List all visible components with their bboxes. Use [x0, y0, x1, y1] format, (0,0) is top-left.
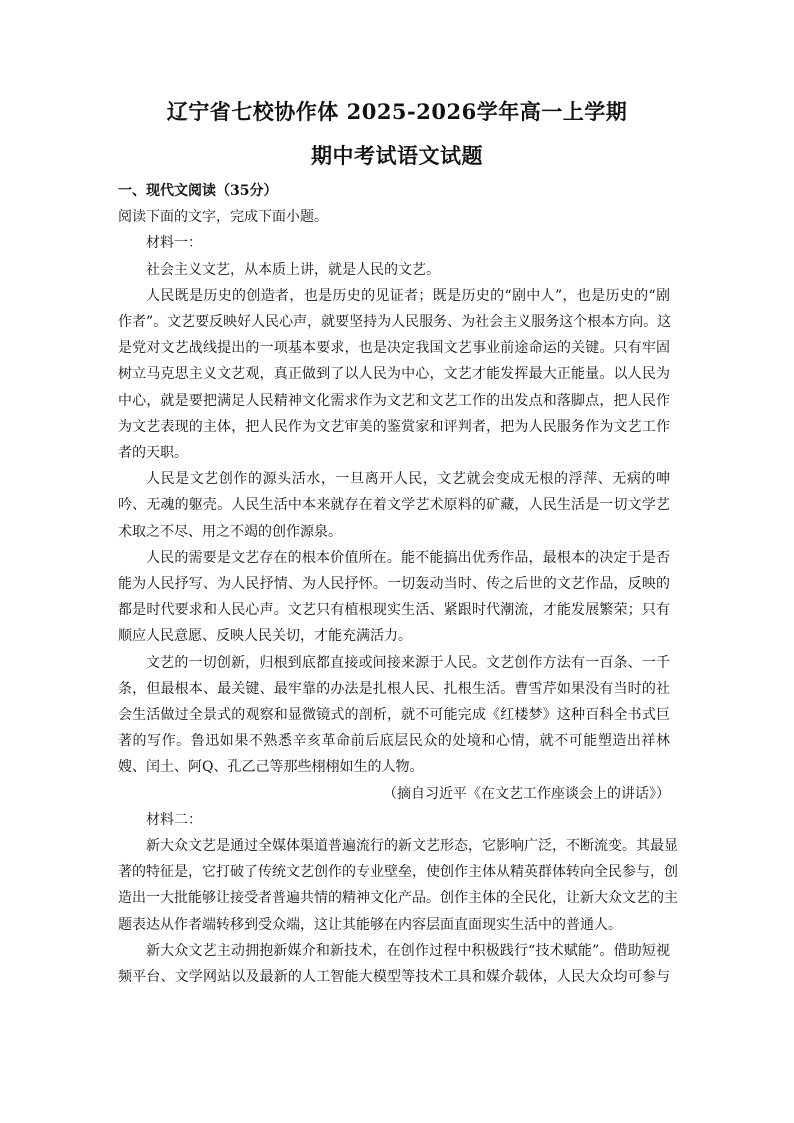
paragraph-line: 嫂、闰土、阿Q、孔乙己等那些栩栩如生的人物。 [118, 759, 424, 776]
exam-content [118, 178, 678, 990]
material1-body [118, 257, 670, 781]
exam-title-line1: 辽宁省七校协作体 2025-2026学年高一上学期 [166, 99, 628, 124]
paragraph-line: 人民是文艺创作的源头活水，一旦离开人民，文艺就会变成无根的浮萍、无病的呻 [146, 471, 670, 488]
paragraph-line: 中心，就是要把满足人民精神文化需求作为文艺和文艺工作的出发点和落脚点，把人民作 [118, 392, 670, 409]
section-heading: 一、现代文阅读（35分） [118, 183, 278, 199]
paragraph-line: 著的写作。鲁迅如果不熟悉辛亥革命前后底层民众的处境和心情，就不可能塑造出祥林 [118, 733, 670, 750]
paragraph-line: 顺应人民意愿、反映人民关切，才能充满活力。 [118, 628, 412, 645]
paragraph-line: 术取之不尽、用之不竭的创作源泉。 [118, 523, 342, 540]
exam-title-line2: 期中考试语文试题 [311, 143, 483, 168]
paragraph-line: 新大众文艺是通过全媒体渠道普遍流行的新文艺形态，它影响广泛，不断流变。其最显 [146, 838, 678, 855]
material2-body [118, 833, 678, 990]
paragraph-line: 人民既是历史的创造者，也是历史的见证者；既是历史的“剧中人”，也是历史的“剧 [146, 287, 670, 304]
paragraph-line: 题表达从作者端转移到受众端，这让其能够在内容层面直面现实生活中的普通人。 [118, 916, 622, 933]
paragraph-line: 频平台、文学网站以及最新的人工智能大模型等技术工具和媒介载体，人民大众均可参与 [118, 969, 670, 986]
paragraph-line: 社会主义文艺，从本质上讲，就是人民的文艺。 [146, 261, 440, 278]
material2-label: 材料二： [146, 811, 202, 828]
paragraph-line: 能为人民抒写、为人民抒情、为人民抒怀。一切轰动当时、传之后世的文艺作品，反映的 [118, 576, 670, 593]
paragraph-line: 条，但最根本、最关键、最牢靠的办法是扎根人民、扎根生活。曹雪芹如果没有当时的社 [118, 680, 670, 697]
paragraph-line: 文艺的一切创新，归根到底都直接或间接来源于人民。文艺创作方法有一百条、一千 [146, 654, 670, 671]
paragraph-line: 造出一大批能够让接受者普遍共情的精神文化产品。创作主体的全民化，让新大众文艺的主 [118, 890, 678, 907]
material1-source: （摘自习近平《在文艺工作座谈会上的讲话》） [383, 785, 670, 802]
paragraph-line: 都是时代要求和人民心声。文艺只有植根现实生活、紧跟时代潮流，才能发展繁荣；只有 [118, 602, 670, 619]
paragraph-line: 人民的需要是文艺存在的根本价值所在。能不能搞出优秀作品，最根本的决定于是否 [146, 549, 670, 566]
paragraph-line: 会生活做过全景式的观察和显微镜式的剖析，就不可能完成《红楼梦》这种百科全书式巨 [118, 707, 670, 724]
paragraph-line: 者的天职。 [118, 445, 188, 462]
paragraph-line: 是党对文艺战线提出的一项基本要求，也是决定我国文艺事业前途命运的关键。只有牢固 [118, 340, 670, 357]
paragraph-line: 为文艺表现的主体，把人民作为文艺审美的鉴赏家和评判者，把为人民服务作为文艺工作 [118, 418, 670, 435]
paragraph-line: 吟、无魂的躯壳。人民生活中本来就存在着文学艺术原料的矿藏，人民生活是一切文学艺 [118, 497, 670, 514]
material1-label: 材料一： [146, 235, 202, 252]
paragraph-line: 树立马克思主义文艺观，真正做到了以人民为中心，文艺才能发挥最大正能量。以人民为 [118, 366, 670, 383]
paragraph-line: 著的特征是，它打破了传统文艺创作的专业壁垒，使创作主体从精英群体转向全民参与，创 [118, 864, 678, 881]
paragraph-line: 新大众文艺主动拥抱新媒介和新技术，在创作过程中积极践行“技术赋能”。借助短视 [146, 942, 670, 959]
paragraph-line: 作者”。文艺要反映好人民心声，就要坚持为人民服务、为社会主义服务这个根本方向。这 [118, 314, 672, 331]
reading-instruction: 阅读下面的文字，完成下面小题。 [118, 209, 328, 226]
